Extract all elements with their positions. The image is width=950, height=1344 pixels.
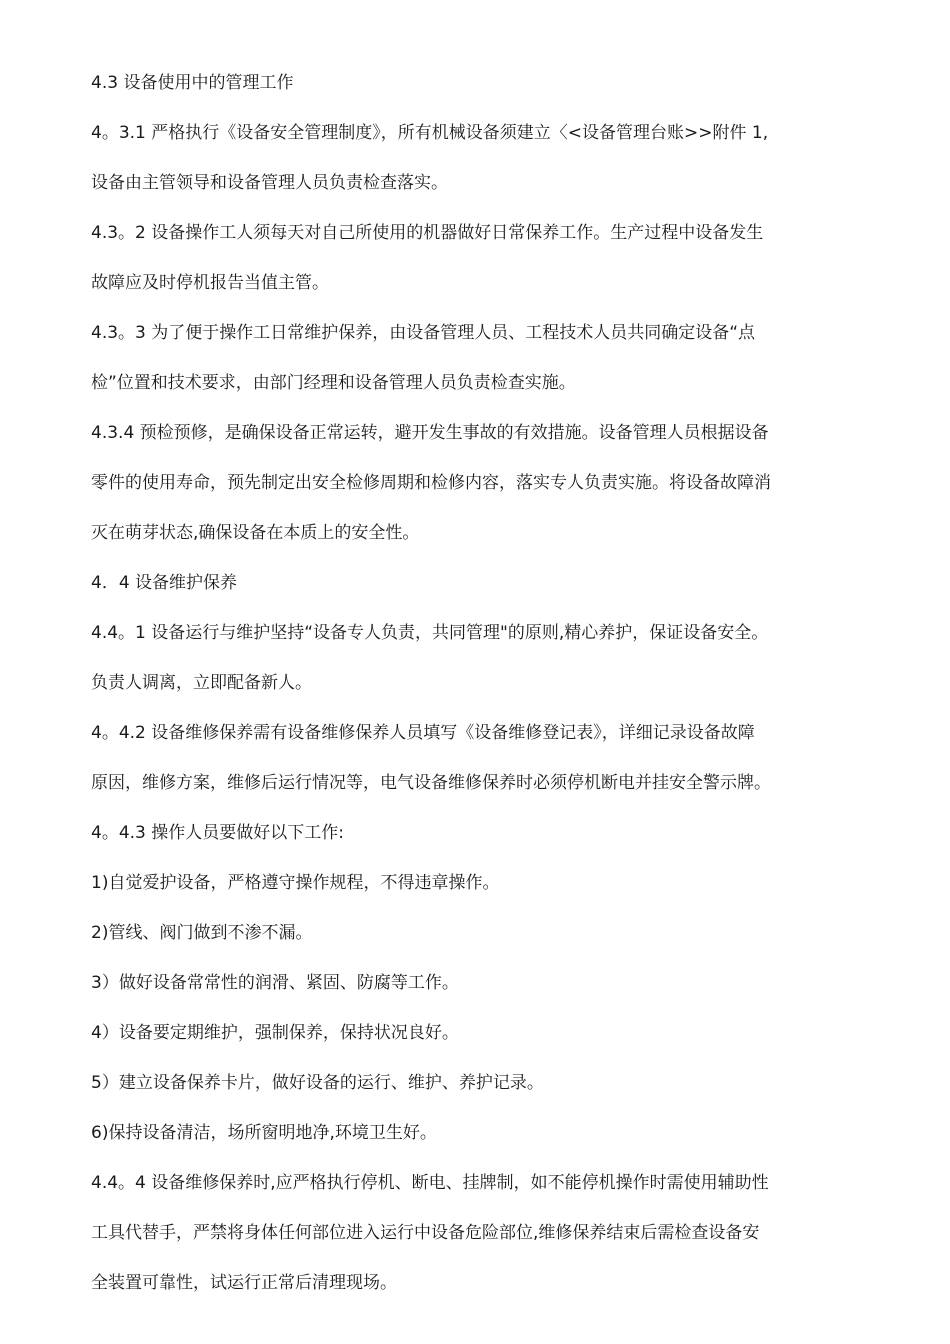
paragraph-4-4-4-cont2: 全装置可靠性，试运行正常后清理现场。 bbox=[91, 1273, 397, 1293]
paragraph-4-3-2-cont: 故障应及时停机报告当值主管。 bbox=[91, 273, 329, 293]
paragraph-4-4-3: 4。4.3 操作人员要做好以下工作: bbox=[91, 823, 344, 843]
list-item-6: 6)保持设备清洁，场所窗明地净,环境卫生好。 bbox=[91, 1123, 437, 1143]
paragraph-4-4-4-cont: 工具代替手，严禁将身体任何部位进入运行中设备危险部位,维修保养结束后需检查设备安 bbox=[91, 1223, 760, 1243]
paragraph-4-3-4: 4.3.4 预检预修，是确保设备正常运转，避开发生事故的有效措施。设备管理人员根据设备 bbox=[91, 423, 769, 443]
paragraph-4-4-1-cont: 负责人调离，立即配备新人。 bbox=[91, 673, 312, 693]
paragraph-4-3-3: 4.3。3 为了便于操作工日常维护保养，由设备管理人员、工程技术人员共同确定设备“点 bbox=[91, 323, 756, 343]
paragraph-4-4-2-cont: 原因，维修方案，维修后运行情况等，电气设备维修保养时必须停机断电并挂安全警示牌。 bbox=[91, 773, 771, 793]
list-item-4: 4）设备要定期维护，强制保养，保持状况良好。 bbox=[91, 1023, 459, 1043]
list-item-2: 2)管线、阀门做到不渗不漏。 bbox=[91, 923, 313, 943]
section-heading-4-4: 4．4 设备维护保养 bbox=[91, 573, 238, 593]
paragraph-4-3-4-cont2: 灭在萌芽状态,确保设备在本质上的安全性。 bbox=[91, 523, 420, 543]
document-body bbox=[91, 58, 871, 1308]
paragraph-4-3-1: 4。3.1 严格执行《设备安全管理制度》，所有机械设备须建立〈<设备管理台账>>附件 1, bbox=[91, 123, 769, 143]
paragraph-4-4-2: 4。4.2 设备维修保养需有设备维修保养人员填写《设备维修登记表》，详细记录设备故障 bbox=[91, 723, 755, 743]
paragraph-4-3-4-cont: 零件的使用寿命，预先制定出安全检修周期和检修内容，落实专人负责实施。将设备故障消 bbox=[91, 473, 771, 493]
paragraph-4-4-4: 4.4。4 设备维修保养时,应严格执行停机、断电、挂牌制，如不能停机操作时需使用辅助性 bbox=[91, 1173, 769, 1193]
list-item-1: 1)自觉爱护设备，严格遵守操作规程，不得违章操作。 bbox=[91, 873, 500, 893]
paragraph-4-4-1: 4.4。1 设备运行与维护坚持“设备专人负责，共同管理"的原则,精心养护，保证设备安全。 bbox=[91, 623, 769, 643]
paragraph-4-3-1-cont: 设备由主管领导和设备管理人员负责检查落实。 bbox=[91, 173, 448, 193]
section-heading-4-3: 4.3 设备使用中的管理工作 bbox=[91, 73, 294, 93]
list-item-3: 3）做好设备常常性的润滑、紧固、防腐等工作。 bbox=[91, 973, 459, 993]
paragraph-4-3-3-cont: 检”位置和技术要求，由部门经理和设备管理人员负责检查实施。 bbox=[91, 373, 576, 393]
list-item-5: 5）建立设备保养卡片，做好设备的运行、维护、养护记录。 bbox=[91, 1073, 544, 1093]
paragraph-4-3-2: 4.3。2 设备操作工人须每天对自己所使用的机器做好日常保养工作。生产过程中设备发生 bbox=[91, 223, 764, 243]
